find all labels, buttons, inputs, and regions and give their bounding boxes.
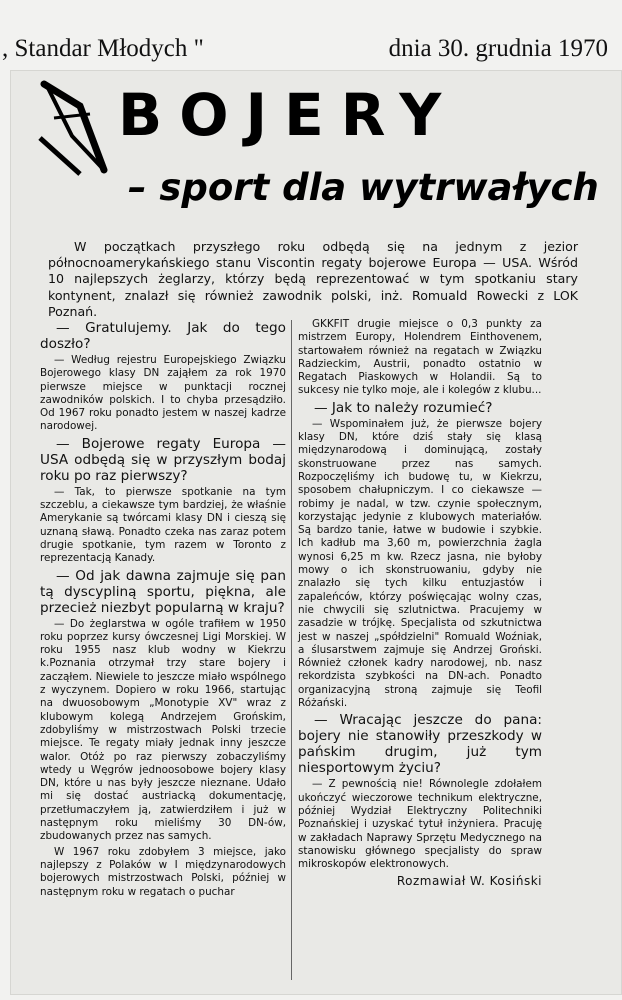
article-lead: W początkach przyszłego roku odbędą się na jednym z jezior północnoamerykańskiego stanu Viscontin regaty bojerowe Europa — USA. Wśród 10 najlepszych żeglarzy, którzy będą reprezentować w tym spotkaniu stary kontynent, znalazł się również zawodnik polski, inż. Romuald Rowecki z LOK Poznań.: [48, 238, 578, 320]
article-subtitle: – sport dla wytrwałych: [128, 166, 599, 209]
question: — Bojerowe regaty Europa — USA odbędą się w przyszłym bodaj roku po raz pierwszy?: [40, 435, 286, 484]
iceboat-sail-icon: [34, 78, 114, 178]
answer: W 1967 roku zdobyłem 3 miejsce, jako najlepszy z Polaków w I międzynarodowych bojerowych mistrzostwach Polski, później w następnym roku w regatach o puchar: [40, 845, 286, 898]
answer: — Z pewnością nie! Równolegle zdołałem ukończyć wieczorowe technikum elektryczne, później Wydział Elektryczny Politechniki Poznańskiej i uzyskać tytuł inżyniera. Pracuję w zakładach Naprawy Sprzętu Medycznego na stanowisku głównego specjalisty do spraw mikroskopów elektronowych.: [298, 778, 542, 871]
right-column: [298, 318, 542, 889]
answer: GKKFIT drugie miejsce o 0,3 punkty za mistrzem Europy, Holendrem Einthovenem, startowałem również na regatach w Związku Radzieckim, Austrii, ponadto ostatnio w Regatach Piaskowych w Holandii. Są to sukcesy nie tylko moje, ale i kolegów z klubu...: [298, 318, 542, 397]
question: — Wracając jeszcze do pana: bojery nie stanowiły przeszkody w pańskim drugim, już tym niesportowym życiu?: [298, 712, 542, 777]
question: — Jak to należy rozumieć?: [314, 399, 493, 416]
publication-date: dnia 30. grudnia 1970: [388, 35, 608, 62]
column-divider: [291, 320, 292, 980]
question: — Od jak dawna zajmuje się pan tą dyscypliną sportu, piękna, ale przecież niezbyt popularną w kraju?: [40, 567, 286, 616]
answer: — Wspominałem już, że pierwsze bojery klasy DN, które dziś stały się klasą międzynarodową i dominującą, zostały skonstruowane przez nas samych. Rozpoczęliśmy ich budowę tu, w Kiekrzu, sposobem chałupniczym. I co ciekawsze — robimy je nadal, w tzw. czynie społecznym, korzystając jedynie z klubowych materiałów. Są bardzo tanie, łatwe w budowie i szybkie. Ich kadłub ma 3,60 m, powierzchnia żagla wynosi 6,25 m kw. Rzecz jasna, nie byłoby mowy o ich skonstruowaniu, gdyby nie znalazło się tych kilku entuzjastów i zapaleńców, którzy poświęcając wolny czas, nie chwycili się szlutnictwa. Pracujemy w zasadzie w trójkę. Specjalista od szkutnictwa jest w naszej „spółdzielni" Romuald Woźniak, a ślusarstwem zajmuje się Andrzej Groński. Również członek kadry narodowej, nb. nasz rekordzista szybkości na DN-ach. Ponadto organizacyjną stroną zajmuje się Teofil Różański.: [298, 417, 542, 710]
author-signature: Rozmawiał W. Kosiński: [396, 874, 542, 889]
left-column: [40, 318, 286, 901]
article-title: BOJERY: [118, 81, 459, 149]
newspaper-source: , Standar Młodych ": [2, 35, 204, 62]
answer: — Do żeglarstwa w ogóle trafiłem w 1950 roku poprzez kursy ówczesnej Ligi Morskiej. W roku 1955 nasz klub wodny w Kiekrzu k.Poznania otrzymał trzy stare bojery i zacząłem. Niewiele to jeszcze miało wspólnego z wyczynem. Dopiero w roku 1966, startując na dwuosobowym „Monotypie XV" wraz z klubowym kolegą Andrzejem Grońskim, zdobyliśmy w mistrzostwach Polski trzecie miejsce. Te regaty miały jednak inny jeszcze walor. Otóż po raz pierwszy zobaczyliśmy wtedy u Węgrów jednoosobowe bojery klasy DN, które u nas były jeszcze nieznane. Udało mi się dostać austriacką dokumentację, przetłumaczyłem ją, zatwierdziłem i już w następnym roku mieliśmy 30 DN-ów, zbudowanych przez nas samych.: [40, 617, 286, 843]
answer: — Tak, to pierwsze spotkanie na tym szczeblu, a ciekawsze tym bardziej, że właśnie Amerykanie są twórcami klasy DN i cieszą się uznaną sławą. Ponadto czeka nas zaraz potem drugie spotkanie, tym razem w Toronto z reprezentacją Kanady.: [40, 485, 286, 565]
answer: — Według rejestru Europejskiego Związku Bojerowego klasy DN zająłem za rok 1970 pierwsze miejsce w punktacji rocznej zawodników polskich. I to chyba przesądziło. Od 1967 roku ponadto jestem w naszej kadrze narodowej.: [40, 354, 286, 433]
question: — Gratulujemy. Jak do tego doszło?: [40, 320, 286, 352]
page-header: [0, 30, 622, 68]
